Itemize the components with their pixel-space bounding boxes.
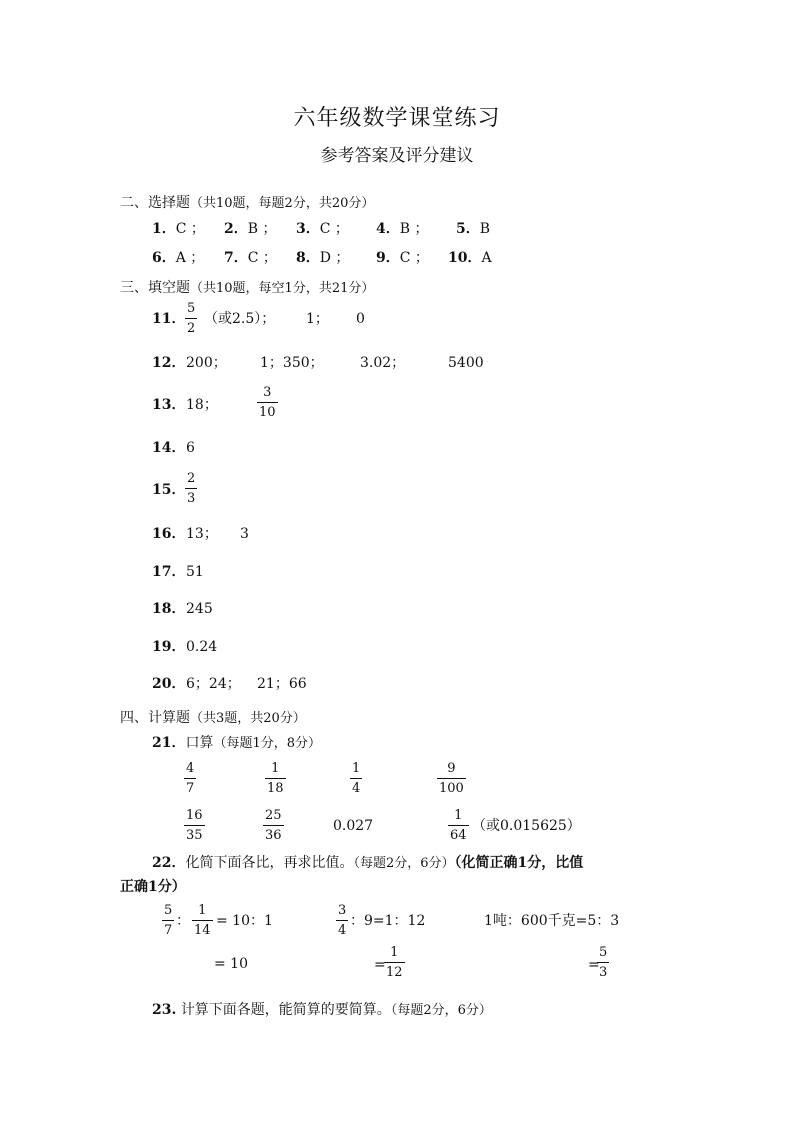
answer-text: （或2.5）； — [204, 311, 276, 327]
answer-text: D ； — [319, 250, 350, 266]
equals-sign: = — [374, 957, 386, 973]
denominator: 64 — [450, 828, 467, 843]
numerator: 3 — [338, 903, 347, 918]
numerator: 1 — [352, 761, 361, 776]
question-number: 23. — [152, 1002, 177, 1018]
numerator: 3 — [263, 385, 272, 400]
numerator: 16 — [186, 808, 203, 823]
question-number: 1． — [152, 221, 176, 237]
numerator: 5 — [164, 903, 173, 918]
denominator: 3 — [187, 491, 196, 506]
answer-text: C ； — [319, 221, 349, 237]
answer-text: ：9=1：12 — [350, 913, 426, 929]
equals-sign: = — [588, 957, 600, 973]
denominator: 100 — [439, 781, 464, 796]
section-calc-heading — [120, 711, 306, 725]
denominator: 35 — [186, 828, 203, 843]
section-note: （共10题，每空1分，共21分） — [190, 281, 375, 296]
answer-text: 6 — [186, 440, 195, 456]
fraction — [257, 386, 278, 419]
denominator: 7 — [164, 923, 173, 938]
answer-text: 5400 — [448, 355, 484, 371]
answer-text: = 10：1 — [216, 913, 273, 929]
question-note: （每题1分，8分） — [213, 736, 322, 751]
question-number: 17． — [152, 564, 186, 580]
section-title: 四、计算题 — [120, 710, 190, 726]
answer-text: 21；66 — [257, 676, 307, 692]
fraction — [437, 762, 466, 795]
question-text: 口算 — [185, 735, 214, 751]
answer-text: 1； — [306, 311, 329, 327]
numerator: 1 — [454, 808, 463, 823]
numerator: 4 — [186, 761, 195, 776]
answer-text: A ； — [175, 250, 205, 266]
question-number: 3． — [296, 221, 320, 237]
answer-text: 245 — [186, 601, 213, 617]
fraction — [185, 472, 197, 505]
answer-text: = 10 — [214, 956, 248, 972]
numerator: 25 — [265, 808, 282, 823]
choice-answer — [224, 222, 277, 236]
question-number: 5． — [456, 221, 480, 237]
answer-text: 1吨：600千克=5：3 — [484, 913, 620, 929]
question-number: 6． — [152, 250, 176, 266]
denominator: 7 — [186, 781, 195, 796]
question-number: 20． — [152, 676, 186, 692]
fraction — [263, 809, 284, 842]
answer-text: （或0.015625） — [472, 818, 581, 834]
choice-answer — [296, 222, 349, 236]
numerator: 1 — [198, 903, 207, 918]
question-23-heading — [152, 1003, 492, 1017]
choice-answer — [224, 251, 277, 265]
answer-text: 18； — [186, 397, 218, 413]
question-number: 22． — [152, 855, 186, 871]
question-number: 18． — [152, 601, 186, 617]
choice-answer — [152, 251, 204, 265]
denominator: 18 — [267, 781, 284, 796]
section-note: （共10题，每题2分，共20分） — [190, 196, 375, 211]
denominator: 4 — [338, 923, 347, 938]
question-number: 12． — [152, 355, 186, 371]
answer-text: 1；350； — [260, 355, 324, 371]
question-number: 4． — [376, 221, 400, 237]
answer-text: C ； — [247, 250, 277, 266]
answer-text: 13； — [186, 526, 218, 542]
ratio-colon: ： — [176, 913, 190, 929]
section-fill-heading — [120, 281, 374, 295]
answer-text: A — [481, 250, 492, 266]
scoring-note-continued: 正确1分） — [120, 879, 186, 895]
answer-text: 0.027 — [333, 818, 374, 834]
question-number: 15． — [152, 482, 186, 498]
denominator: 2 — [187, 321, 196, 336]
question-21-heading — [152, 736, 321, 750]
scoring-note: （化简正确1分，比值 — [454, 855, 584, 871]
choice-answer — [296, 251, 349, 265]
answer-text: C ； — [175, 221, 205, 237]
fraction — [597, 946, 609, 979]
question-number: 14． — [152, 440, 186, 456]
section-title: 三、填空题 — [120, 280, 190, 296]
numerator: 5 — [599, 945, 608, 960]
question-number: 11． — [152, 311, 186, 327]
numerator: 9 — [447, 761, 456, 776]
fraction — [185, 302, 197, 335]
question-number: 16． — [152, 526, 186, 542]
numerator: 1 — [390, 945, 399, 960]
denominator: 4 — [352, 781, 361, 796]
choice-answer — [152, 222, 205, 236]
choice-answer — [376, 222, 429, 236]
question-22-heading — [152, 856, 583, 870]
answer-text: C ； — [399, 250, 429, 266]
section-title: 二、选择题 — [120, 195, 190, 211]
choice-answer — [376, 251, 429, 265]
fraction — [192, 904, 213, 937]
answer-text: 0 — [356, 311, 365, 327]
question-number: 21． — [152, 735, 186, 751]
fraction — [448, 809, 469, 842]
answer-text: 3 — [240, 526, 249, 542]
fraction — [384, 946, 405, 979]
answer-text: B ； — [247, 221, 277, 237]
choice-answer — [456, 222, 490, 236]
question-number: 10． — [448, 250, 482, 266]
fraction — [184, 762, 196, 795]
question-number: 13． — [152, 397, 186, 413]
question-note: （每题2分，6分） — [353, 856, 455, 871]
answer-text: 0.24 — [186, 639, 218, 655]
choice-answer — [448, 251, 492, 265]
fraction — [162, 904, 174, 937]
denominator: 10 — [259, 405, 276, 420]
section-choice-heading — [120, 196, 374, 210]
numerator: 2 — [187, 471, 196, 486]
answer-text: B — [479, 221, 491, 237]
denominator: 36 — [265, 828, 282, 843]
section-note: （共3题，共20分） — [190, 711, 306, 726]
question-number: 2． — [224, 221, 248, 237]
question-number: 8． — [296, 250, 320, 266]
denominator: 12 — [386, 965, 403, 980]
answer-text: 200； — [186, 355, 227, 371]
denominator: 3 — [599, 965, 608, 980]
numerator: 1 — [271, 761, 280, 776]
fraction — [184, 809, 205, 842]
answer-text: 6；24； — [186, 676, 241, 692]
question-number: 19． — [152, 639, 186, 655]
question-text: 计算下面各题，能简算的要简算。 — [180, 1002, 391, 1018]
page-title: 六年级数学课堂练习 — [293, 106, 501, 131]
denominator: 14 — [194, 923, 211, 938]
question-note: （每题2分，6分） — [390, 1003, 492, 1018]
answer-text: B ； — [399, 221, 429, 237]
answer-text: 51 — [186, 564, 204, 580]
fraction — [336, 904, 348, 937]
question-number: 7． — [224, 250, 248, 266]
fraction — [265, 762, 286, 795]
question-number: 9． — [376, 250, 400, 266]
fraction — [350, 762, 362, 795]
question-text: 化简下面各比，再求比值。 — [185, 855, 354, 871]
numerator: 5 — [187, 301, 196, 316]
answer-text: 3.02； — [360, 355, 406, 371]
page-subtitle: 参考答案及评分建议 — [320, 146, 474, 166]
